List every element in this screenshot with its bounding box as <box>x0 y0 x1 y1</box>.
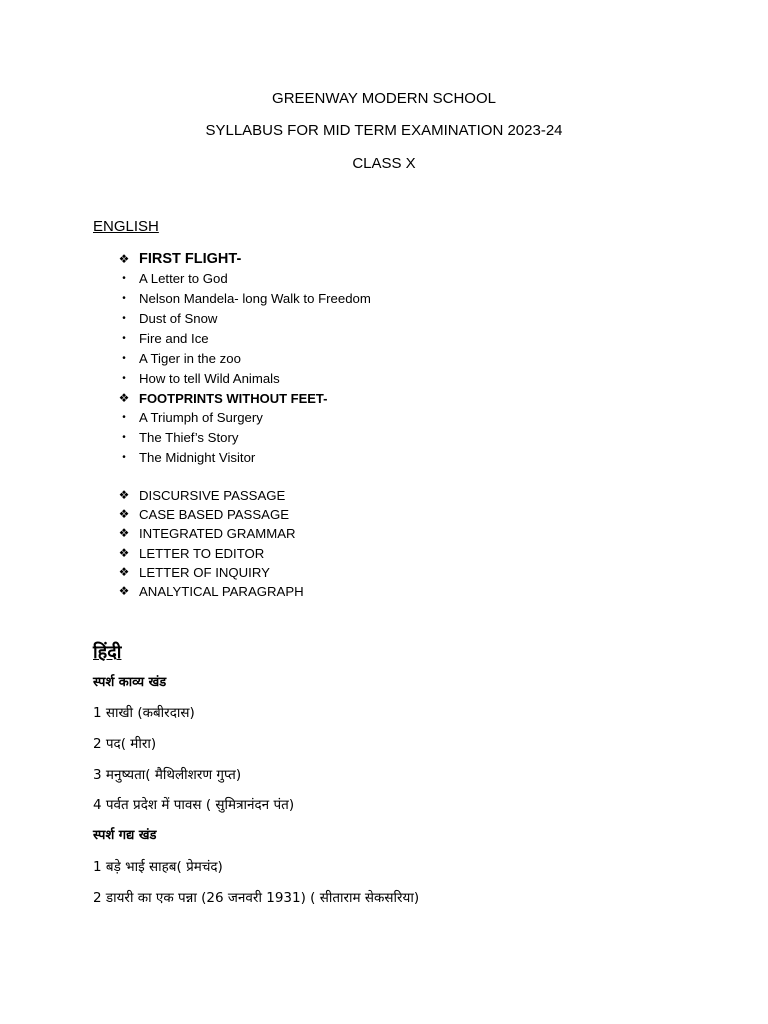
list-item-label: DISCURSIVE PASSAGE <box>139 488 286 503</box>
list-item <box>116 448 371 468</box>
list-item-label: LETTER TO EDITOR <box>139 545 265 561</box>
list-item-label: Nelson Mandela- long Walk to Freedom <box>139 291 371 306</box>
diamond-bullet-icon: ❖ <box>118 564 130 579</box>
list-item-label: Dust of Snow <box>139 311 218 326</box>
list-item-label: ANALYTICAL PARAGRAPH <box>139 583 304 599</box>
school-name: GREENWAY MODERN SCHOOL <box>272 90 496 107</box>
kavya-heading: स्पर्श काव्य खंड <box>93 675 167 690</box>
list-item: 1 बड़े भाई साहब( प्रेमचंद) <box>93 859 223 875</box>
list-item: 2 डायरी का एक पन्ना (26 जनवरी 1931) ( सीताराम सेकसरिया) <box>93 890 420 906</box>
bullet-icon: • <box>122 353 126 364</box>
bullet-icon: • <box>122 333 126 344</box>
bullet-icon: • <box>122 373 126 384</box>
list-item-label: How to tell Wild Animals <box>139 371 280 386</box>
list-item-label: INTEGRATED GRAMMAR <box>139 526 296 542</box>
list-item-label: A Triumph of Surgery <box>139 410 263 425</box>
diamond-bullet-icon: ❖ <box>118 488 130 502</box>
list-item <box>116 369 371 389</box>
list-item <box>116 544 304 563</box>
list-item-label: Fire and Ice <box>139 331 209 346</box>
list-item-label: A Tiger in the zoo <box>139 351 241 366</box>
list-item-label: The Midnight Visitor <box>139 450 256 465</box>
diamond-bullet-icon: ❖ <box>118 252 130 266</box>
list-item <box>116 563 304 582</box>
footprints-heading <box>116 389 371 408</box>
bullet-icon: • <box>122 452 126 463</box>
list-item-label: The Thief’s Story <box>139 430 239 445</box>
list-item <box>116 289 371 309</box>
list-item-label: LETTER OF INQUIRY <box>139 564 270 580</box>
list-item <box>116 486 304 505</box>
bullet-icon: • <box>122 432 126 443</box>
list-item-label: FIRST FLIGHT- <box>139 251 242 267</box>
diamond-bullet-icon: ❖ <box>118 526 130 541</box>
list-item-label: A Letter to God <box>139 271 228 286</box>
bullet-icon: • <box>122 293 126 304</box>
english-section-title: ENGLISH <box>93 218 159 235</box>
bullet-icon: • <box>122 313 126 324</box>
list-item <box>116 309 371 329</box>
gadya-heading: स्पर्श गद्य खंड <box>93 828 157 843</box>
list-item <box>116 408 371 428</box>
english-literature-list <box>116 249 371 468</box>
first-flight-heading <box>116 249 371 269</box>
list-item <box>116 524 304 543</box>
list-item <box>116 505 304 524</box>
list-item <box>116 428 371 448</box>
syllabus-title: SYLLABUS FOR MID TERM EXAMINATION 2023-24 <box>205 122 563 139</box>
list-item <box>116 269 371 289</box>
list-item <box>116 349 371 369</box>
list-item <box>116 582 304 601</box>
hindi-section-title: हिंदी <box>93 642 122 662</box>
list-item <box>116 329 371 349</box>
diamond-bullet-icon: ❖ <box>118 545 130 560</box>
list-item: 3 मनुष्यता( मैथिलीशरण गुप्त) <box>93 767 242 783</box>
bullet-icon: • <box>122 412 126 423</box>
list-item: 4 पर्वत प्रदेश में पावस ( सुमित्रानंदन पंत) <box>93 797 295 813</box>
english-writing-list <box>116 486 304 601</box>
bullet-icon: • <box>122 273 126 284</box>
diamond-bullet-icon: ❖ <box>118 583 130 598</box>
diamond-bullet-icon: ❖ <box>118 391 130 405</box>
diamond-bullet-icon: ❖ <box>118 507 130 522</box>
list-item-label: CASE BASED PASSAGE <box>139 507 290 523</box>
list-item: 2 पद( मीरा) <box>93 736 157 752</box>
list-item: 1 साखी (कबीरदास) <box>93 705 195 721</box>
list-item-label: FOOTPRINTS WITHOUT FEET- <box>139 391 328 406</box>
class-label: CLASS X <box>352 155 416 172</box>
